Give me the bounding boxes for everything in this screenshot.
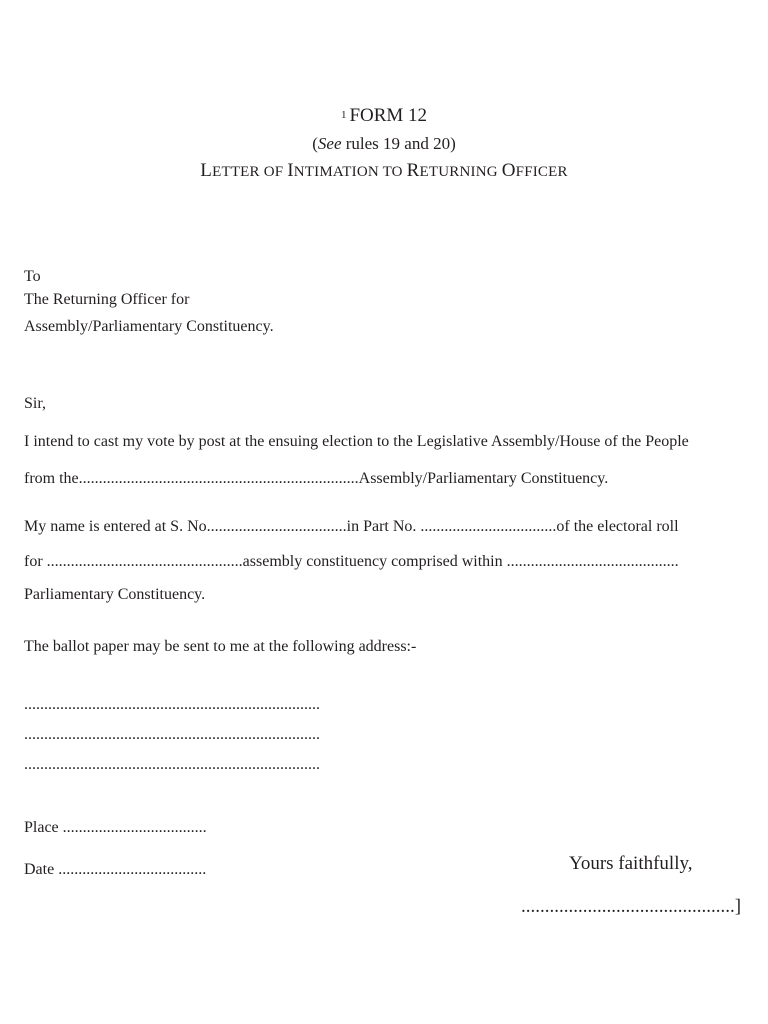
form-rules-reference: (See rules 19 and 20) (312, 134, 456, 153)
rules-see: See (317, 134, 342, 153)
address-blank-1: .......................................................................... (24, 696, 320, 713)
signature-line: .............................................] (521, 896, 742, 917)
address-constituency: Assembly/Parliamentary Constituency. (24, 318, 274, 335)
form-heading: LETTER OF INTIMATION TO RETURNING OFFICER (200, 160, 568, 181)
roll-line-2: for .................................................assembly constituency comprised within ........................................... (24, 553, 679, 570)
roll-line-3: Parliamentary Constituency. (24, 586, 206, 603)
closing-text: Yours faithfully, (569, 853, 693, 874)
ballot-address-line: The ballot paper may be sent to me at the following address:- (24, 638, 417, 655)
intent-line-2: from the......................................................................Assembly/Parliamentary Constituency. (24, 470, 609, 487)
roll-line-1: My name is entered at S. No...................................in Part No. ..................................of the electoral roll (24, 518, 679, 535)
address-to: To (24, 268, 41, 285)
footnote-mark: 1 (340, 109, 347, 121)
form-number: FORM 12 (349, 105, 428, 126)
address-officer: The Returning Officer for (24, 291, 190, 308)
form-title (0, 105, 768, 127)
address-blank-3: .......................................................................... (24, 756, 320, 773)
date-field: Date ..................................... (24, 861, 207, 878)
address-blank-2: .......................................................................... (24, 726, 320, 743)
salutation: Sir, (24, 395, 47, 412)
place-field: Place .................................... (24, 819, 207, 836)
intent-line-1: I intend to cast my vote by post at the ensuing election to the Legislative Assembly/House of the People (24, 433, 689, 450)
